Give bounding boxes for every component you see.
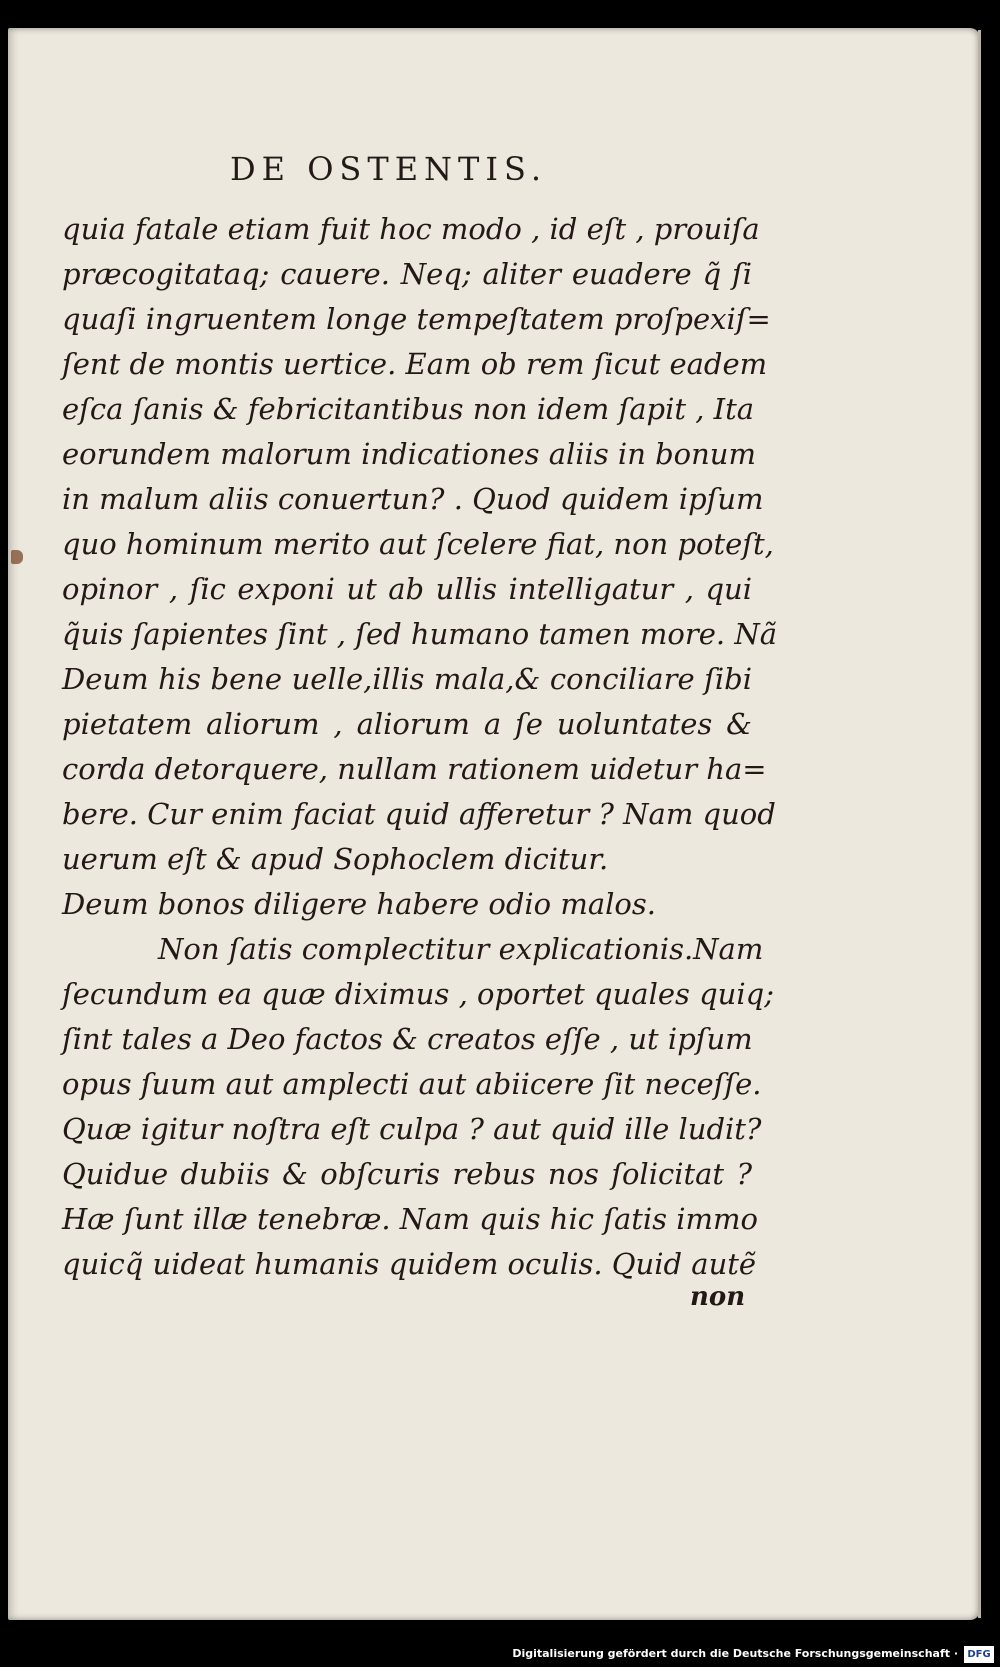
text-block (62, 207, 777, 1287)
text-line: pietatem aliorum , aliorum a ſe uoluntates & (62, 707, 752, 741)
footer-credit: Digitalisierung gefördert durch die Deutsche Forschungsgemeinschaft · (512, 1647, 958, 1660)
text-line: Deum his bene uelle,illis mala,& conciliare ſibi (62, 662, 752, 696)
text-line: bere. Cur enim faciat quid afferetur ? Nam quod (62, 797, 776, 831)
text-line: eorundem malorum indicationes aliis in bonum (62, 437, 756, 471)
text-line: ſint tales a Deo factos & creatos eſſe , ut ipſum (62, 1022, 753, 1056)
text-line: quia fatale etiam fuit hoc modo , id eſt , prouiſa (62, 212, 760, 246)
text-line: quicq̃ uideat humanis quidem oculis. Quid autẽ (62, 1247, 757, 1281)
text-line: eſca ſanis & febricitantibus non idem ſapit , Ita (62, 392, 755, 426)
text-line: quaſi ingruentem longe tempeſtatem proſpexiſ= (62, 302, 771, 336)
text-line: quo hominum merito aut ſcelere fiat, non poteſt, (62, 527, 774, 561)
text-line: opus ſuum aut amplecti aut abiicere ſit neceſſe. (62, 1067, 762, 1101)
text-line: in malum aliis conuertun? . Quod quidem ipſum (62, 482, 764, 516)
verse-quotation: Deum bonos diligere habere odio malos. (62, 887, 656, 921)
text-line: ſent de montis uertice. Eam ob rem ſicut eadem (62, 347, 768, 381)
text-line: uerum eſt & apud Sophoclem dicitur. (62, 842, 609, 876)
dfg-logo-icon: DFG (964, 1646, 994, 1663)
catchword: non (690, 1282, 746, 1312)
text-line: Quidue dubiis & obſcuris rebus nos ſolicitat ? (62, 1157, 752, 1191)
text-line: Hæ ſunt illæ tenebræ. Nam quis hic ſatis immo (62, 1202, 758, 1236)
paragraph-start-line: Non ſatis complectitur explicationis.Nam (158, 932, 764, 966)
text-line: Quæ igitur noſtra eſt culpa ? aut quid ille ludit? (62, 1112, 762, 1146)
text-line: corda detorquere, nullam rationem uidetur ha= (62, 752, 767, 786)
margin-stain (11, 550, 23, 564)
text-line: præcogitataq; cauere. Neq; aliter euadere q̃ ſi (62, 257, 752, 291)
text-line: q̃uis ſapientes ſint , ſed humano tamen more. Nã (62, 617, 777, 651)
text-line: ſecundum ea quæ diximus , oportet quales quiq; (62, 977, 774, 1011)
running-head: DE OSTENTIS. (230, 150, 547, 188)
page-edge (978, 30, 981, 1618)
text-line: opinor , ſic exponi ut ab ullis intelligatur , qui (62, 572, 752, 606)
